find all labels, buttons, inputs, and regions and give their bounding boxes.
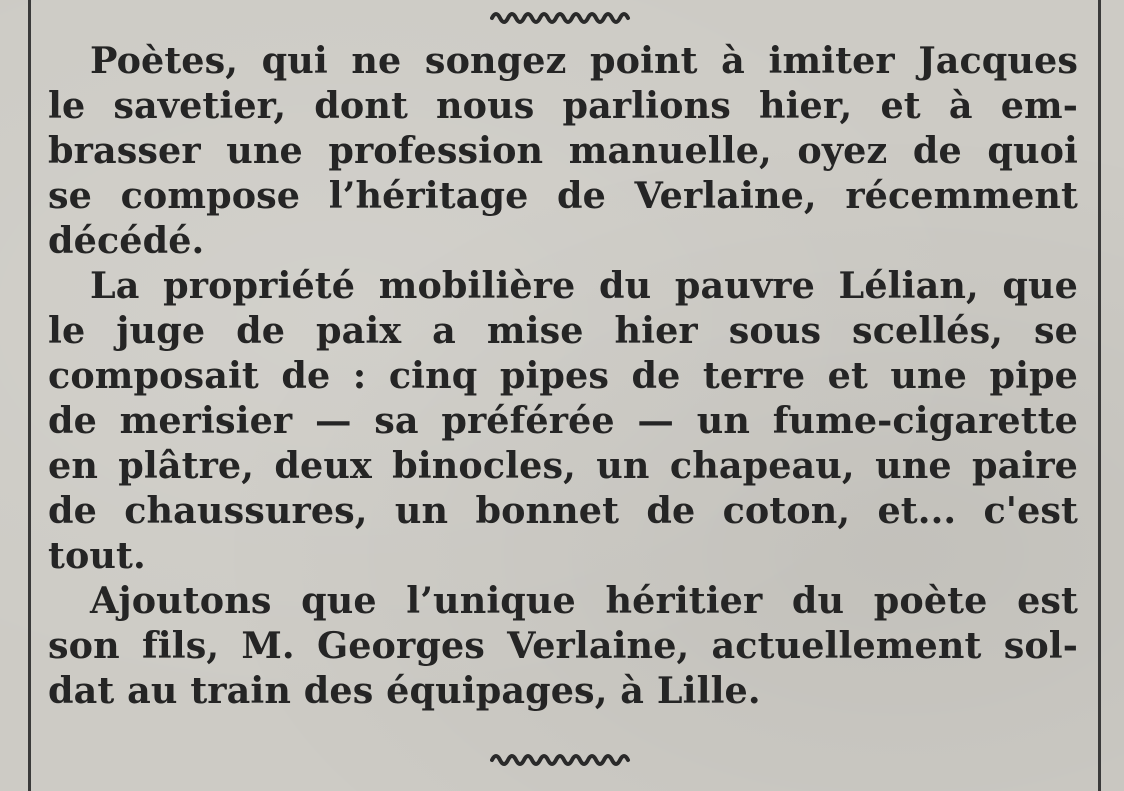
text-line: se compose l’héritage de Verlaine, récemment bbox=[48, 174, 1078, 217]
text-line: le savetier, dont nous parlions hier, et à em- bbox=[48, 84, 1078, 127]
text-line: son fils, M. Georges Verlaine, actuellement sol- bbox=[48, 624, 1078, 667]
text-line: dat au train des équipages, à Lille. bbox=[48, 669, 761, 712]
text-line: brasser une profession manuelle, oyez de quoi bbox=[48, 129, 1078, 172]
column-rule-right bbox=[1098, 0, 1101, 791]
text-line: La propriété mobilière du pauvre Lélian, que bbox=[90, 264, 1078, 307]
text-line: en plâtre, deux binocles, un chapeau, une paire bbox=[48, 444, 1078, 487]
text-line: décédé. bbox=[48, 219, 205, 262]
article-body bbox=[48, 38, 1078, 713]
column-rule-left bbox=[28, 0, 31, 791]
wavy-ornament-top bbox=[490, 8, 635, 24]
text-line: le juge de paix a mise hier sous scellés, se bbox=[48, 309, 1078, 352]
text-line: composait de : cinq pipes de terre et une pipe bbox=[48, 354, 1078, 397]
text-line: tout. bbox=[48, 534, 146, 577]
text-line: de merisier — sa préférée — un fume-cigarette bbox=[48, 399, 1078, 442]
text-line: Poètes, qui ne songez point à imiter Jacques bbox=[90, 39, 1078, 82]
wavy-ornament-bottom bbox=[490, 752, 635, 768]
text-line: Ajoutons que l’unique héritier du poète est bbox=[90, 579, 1078, 622]
text-line: de chaussures, un bonnet de coton, et... c'est bbox=[48, 489, 1078, 532]
